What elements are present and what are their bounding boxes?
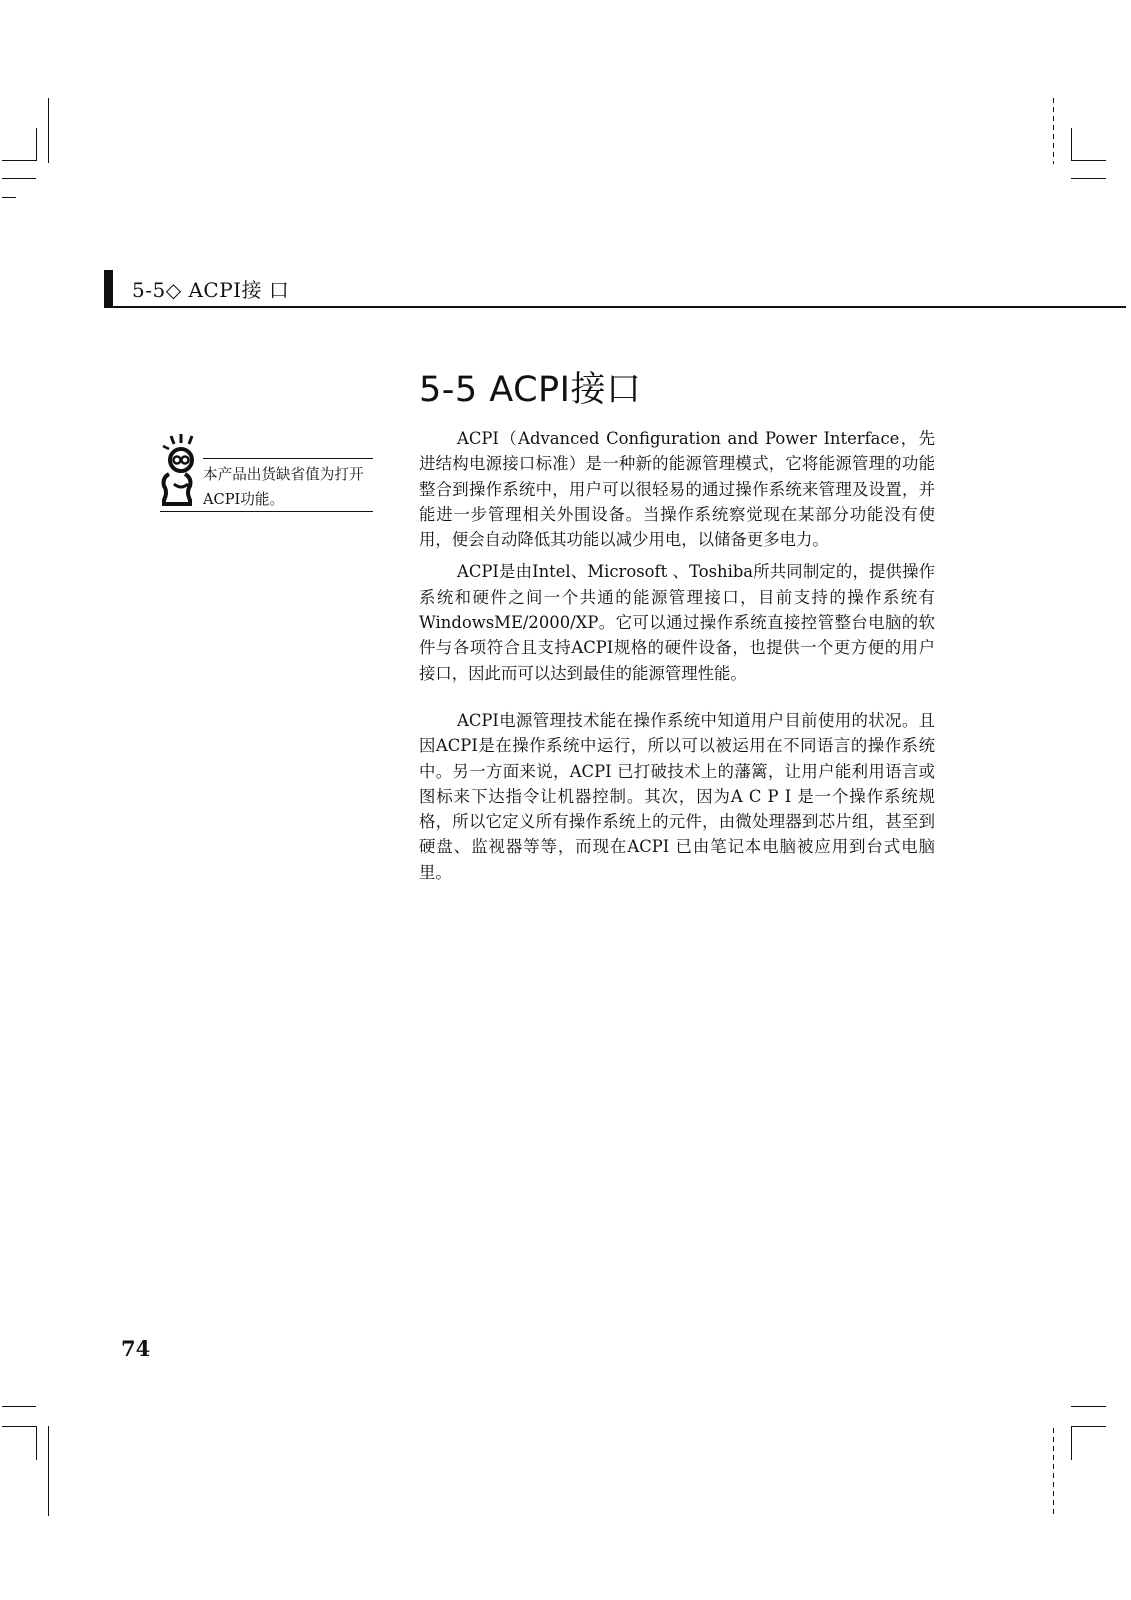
crop-mark [1053, 98, 1054, 164]
page-number: 74 [121, 1336, 151, 1361]
header-marker-bar [104, 270, 113, 308]
crop-mark [48, 98, 49, 163]
crop-mark [1071, 160, 1106, 161]
crop-mark [36, 128, 37, 160]
paragraph: ACPI是由Intel、Microsoft 、Toshiba所共同制定的，提供操作系统和硬件之间一个共通的能源管理接口，目前支持的操作系统有WindowsME/2000/XP。它可以通过操作系统直接控管整台电脑的软件与各项符合且支持ACPI规格的硬件设备，也提供一个更方便的用户接口，因此而可以达到最佳的能源管理性能。 [419, 562, 935, 683]
body-text [419, 426, 935, 885]
section-title: 5-5 ACPI接口 [419, 370, 642, 410]
crop-mark [1071, 178, 1106, 179]
running-header: 5-5◇ ACPI接 口 [132, 278, 290, 302]
crop-mark [1071, 1426, 1106, 1427]
paragraph: ACPI电源管理技术能在操作系统中知道用户目前使用的状况。且因ACPI是在操作系统中运行，所以可以被运用在不同语言的操作系统中。另一方面来说，ACPI 已打破技术上的藩篱，让用户能利用语言或图标来下达指令让机器控制。其次，因为A C P I 是一个操作系统规格，所以它定义所有操作系统上的元件，由微处理器到芯片组，甚至到硬盘、监视器等等，而现在ACPI 已由笔记本电脑被应用到台式电脑里。 [419, 710, 935, 882]
note-rule [160, 511, 373, 512]
crop-mark [2, 1406, 36, 1407]
crop-mark [1071, 128, 1072, 160]
paragraph: ACPI（Advanced Configuration and Power Interface，先进结构电源接口标准）是一种新的能源管理模式，它将能源管理的功能整合到操作系统中，用户可以很轻易的通过操作系统来管理及设置，并能进一步管理相关外围设备。当操作系统察觉现在某部分功能没有使用，便会自动降低其功能以减少用电，以储备更多电力。 [419, 429, 935, 550]
crop-mark [1071, 1426, 1072, 1460]
crop-mark [48, 1426, 49, 1516]
note-rule [203, 458, 373, 459]
crop-mark [2, 160, 37, 161]
crop-mark [2, 178, 36, 179]
crop-mark [2, 197, 16, 198]
header-rule [104, 306, 1126, 308]
lightbulb-tip-icon [160, 434, 202, 506]
crop-mark [2, 1426, 37, 1427]
side-note-text: 本产品出货缺省值为打开ACPI功能。 [203, 466, 364, 508]
crop-mark [36, 1426, 37, 1460]
crop-mark [1053, 1428, 1054, 1516]
crop-mark [1071, 1406, 1106, 1407]
